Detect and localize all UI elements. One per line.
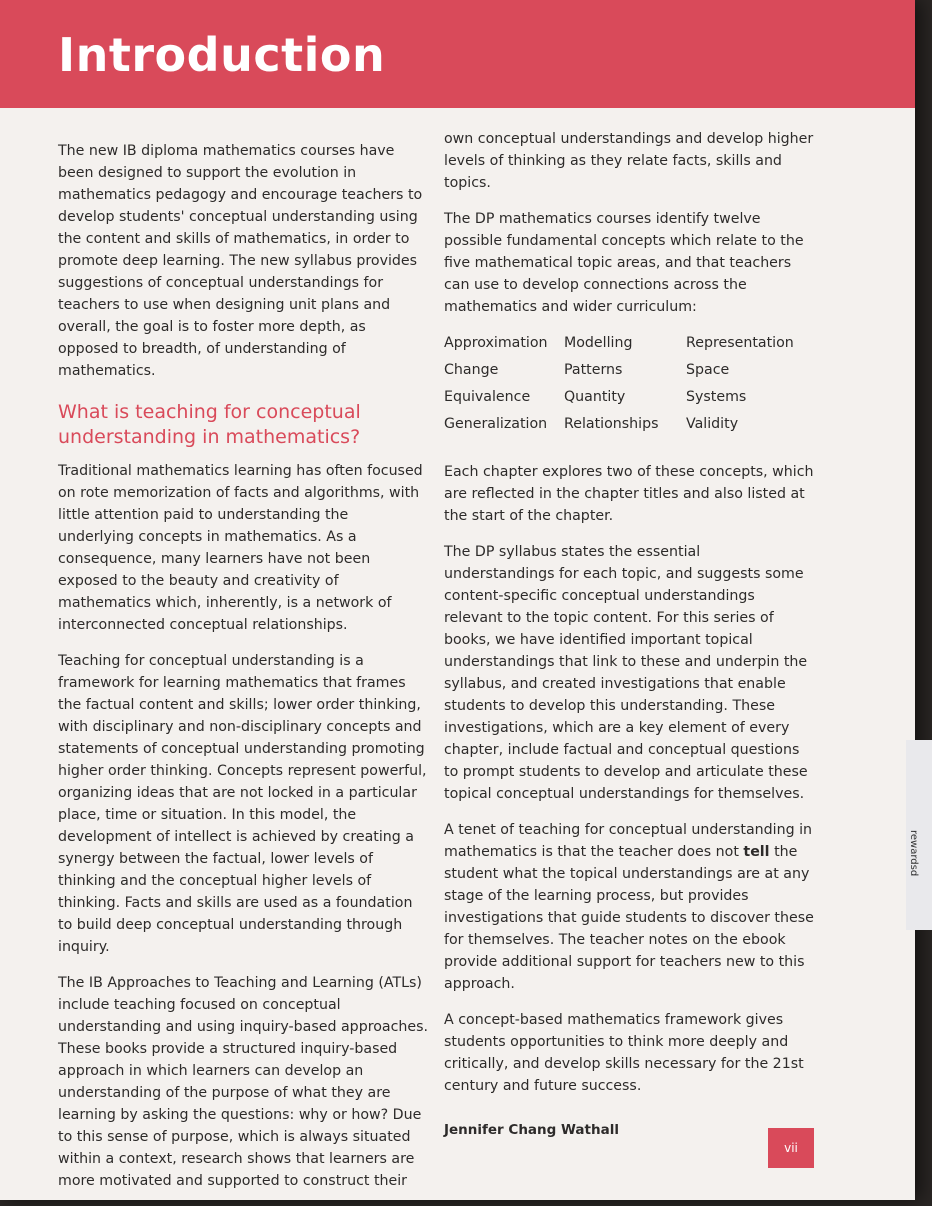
- right-column: [444, 128, 814, 1141]
- paragraph-text: A tenet of teaching for conceptual understanding in mathematics is that the teacher does not: [444, 822, 813, 860]
- paragraph: own conceptual understandings and develop higher levels of thinking as they relate facts, skills and topics.: [444, 131, 814, 191]
- concept-item: Modelling: [564, 335, 633, 351]
- paragraph: Teaching for conceptual understanding is a framework for learning mathematics that frames the factual content and skills; lower order thinking, with disciplinary and non-disciplinary concepts and statements of conceptual understanding promoting higher order thinking. Concepts represent powerful, organizing ideas that are not locked in a particular place, time or situation. In this model, the development of intellect is achieved by creating a synergy between the factual, lower levels of thinking and the conceptual higher levels of thinking. Facts and skills are used as a foundation to build deep conceptual understanding through inquiry.: [58, 653, 427, 955]
- page-title: Introduction: [58, 28, 386, 82]
- concept-item: Relationships: [564, 416, 659, 432]
- concept-item: Change: [444, 362, 499, 378]
- author-signature: Jennifer Chang Wathall: [444, 1122, 619, 1138]
- paragraph: A concept-based mathematics framework gives students opportunities to think more deeply and critically, and develop skills necessary for the 21st century and future success.: [444, 1012, 804, 1094]
- page-number: vii: [768, 1128, 814, 1168]
- left-column: [58, 140, 428, 1206]
- concept-item: Patterns: [564, 362, 623, 378]
- section-heading: What is teaching for conceptual understanding in mathematics?: [58, 401, 361, 448]
- concept-item: Validity: [686, 416, 739, 432]
- side-label: rewardsd: [908, 830, 919, 877]
- concept-item: Systems: [686, 389, 747, 405]
- concept-item: Representation: [686, 335, 794, 351]
- paragraph: The DP mathematics courses identify twelve possible fundamental concepts which relate to the five mathematical topic areas, and that teachers can use to develop connections across the mathematics and wider curriculum:: [444, 211, 804, 315]
- concept-item: Generalization: [444, 416, 548, 432]
- paragraph-text: the student what the topical understandings are at any stage of the learning process, but provides investigations that guide students to discover these for themselves. The teacher notes on the ebook provide additional support for teachers new to this approach.: [444, 844, 814, 992]
- paragraph: The DP syllabus states the essential understandings for each topic, and suggests some content-specific conceptual understandings relevant to the topic content. For this series of books, we have identified important topical understandings that link to these and underpin the syllabus, and created investigations that enable students to develop this understanding. These investigations, which are a key element of every chapter, include factual and conceptual questions to prompt students to develop and articulate these topical conceptual understandings for themselves.: [444, 544, 808, 802]
- concept-item: Quantity: [564, 389, 626, 405]
- header-band: [0, 0, 915, 108]
- emphasis-tell: tell: [743, 844, 770, 860]
- concept-item: Approximation: [444, 335, 548, 351]
- paragraph: The IB Approaches to Teaching and Learning (ATLs) include teaching focused on conceptual understanding and using inquiry-based approaches. These books provide a structured inquiry-based approach in which learners can develop an understanding of the purpose of what they are learning by asking the questions: why or how? Due to this sense of purpose, which is always situated within a context, research shows that learners are more motivated and supported to construct their: [58, 975, 429, 1189]
- paragraph: Traditional mathematics learning has often focused on rote memorization of facts and algorithms, with little attention paid to understanding the underlying concepts in mathematics. As a consequence, many learners have not been exposed to the beauty and creativity of mathematics which, inherently, is a network of interconnected conceptual relationships.: [58, 463, 423, 633]
- concepts-grid: [444, 332, 814, 435]
- concept-item: Equivalence: [444, 389, 531, 405]
- concept-item: Space: [686, 362, 730, 378]
- paragraph: [444, 819, 814, 995]
- paragraph: Each chapter explores two of these concepts, which are reflected in the chapter titles and also listed at the start of the chapter.: [444, 464, 814, 524]
- intro-paragraph: The new IB diploma mathematics courses have been designed to support the evolution in mathematics pedagogy and encourage teachers to develop students' conceptual understanding using the content and skills of mathematics, in order to promote deep learning. The new syllabus provides suggestions of conceptual understandings for teachers to use when designing unit plans and overall, the goal is to foster more depth, as opposed to breadth, of understanding of mathematics.: [58, 143, 423, 379]
